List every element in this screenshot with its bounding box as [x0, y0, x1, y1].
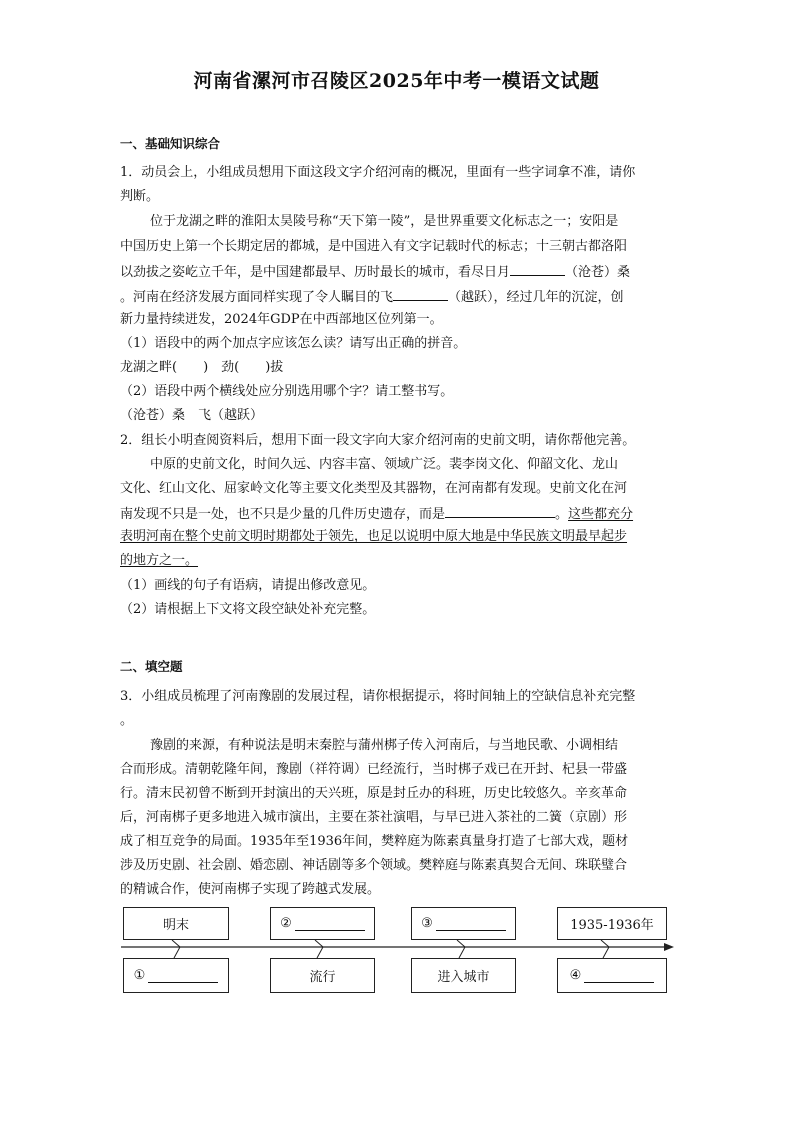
q1-passage-5: 新力量持续迸发，2024年GDP在中西部地区位列第一。 — [120, 312, 443, 327]
timeline-top-1: 明末 — [123, 907, 229, 940]
q2-passage-4: 表明河南在整个史前文明时期都处于领先，也足以说明中原大地是中华民族文明最早起步 — [120, 529, 628, 544]
q3-passage-4: 后，河南梆子更多地进入城市演出，主要在茶社演唱，与早已进入茶社的二簧（京剧）形 — [120, 810, 628, 825]
q1-sub-1: （1）语段中的两个加点字应该怎么读？请写出正确的拼音。 — [120, 336, 467, 351]
q3-passage-2: 合而形成。清朝乾隆年间，豫剧（祥符调）已经流行，当时梆子戏已在开封、杞县一带盛 — [120, 762, 628, 777]
timeline-bottom-4[interactable]: ④ — [557, 958, 667, 993]
q3-passage-7: 的精诚合作，使河南梆子实现了跨越式发展。 — [120, 882, 381, 897]
q2-sub-1: （1）画线的句子有语病，请提出修改意见。 — [120, 578, 376, 593]
q1-passage-1: 位于龙湖之畔的淮阳太昊陵号称“天下第一陵”，是世界重要文化标志之一；安阳是 — [150, 214, 619, 229]
timeline-top-3[interactable]: ③ — [411, 907, 516, 940]
timeline-bottom-3: 进入城市 — [411, 958, 516, 993]
q2-passage-2: 文化、红山文化、屈家岭文化等主要文化类型及其器物，在河南都有发现。史前文化在河 — [120, 481, 628, 496]
q1-passage-4a: 。河南在经济发展方面同样实现了令人瞩目的飞 — [120, 290, 394, 305]
timeline-bottom-1[interactable]: ① — [123, 958, 229, 993]
q3-line-1: 3．小组成员梳理了河南豫剧的发展过程，请你根据提示，将时间轴上的空缺信息补充完整 — [120, 689, 636, 704]
q2-underlined-start: 这些都充分 — [568, 507, 634, 522]
section-heading-1: 一、基础知识综合 — [120, 136, 221, 151]
q1-line-2: 判断。 — [120, 189, 160, 204]
q2-sub-2: （2）请根据上下文将文段空缺处补充完整。 — [120, 602, 376, 617]
timeline-top-4: 1935-1936年 — [557, 907, 667, 940]
q1-passage-2: 中国历史上第一个长期定居的都城，是中国进入有文字记载时代的标志；十三朝古都洛阳 — [120, 239, 628, 254]
q3-line-2: 。 — [120, 713, 134, 728]
timeline-arrowhead — [664, 943, 674, 951]
q3-passage-6: 涉及历史剧、社会剧、婚恋剧、神话剧等多个领域。樊粹庭与陈素真契合无间、珠联璧合 — [120, 858, 628, 873]
section-heading-2: 二、填空题 — [120, 659, 183, 674]
q2-passage-1: 中原的史前文化，时间久远、内容丰富、领域广泛。裴李岗文化、仰韶文化、龙山 — [150, 457, 619, 472]
q2-passage-5: 的地方之一。 — [120, 553, 199, 568]
q3-passage-1: 豫剧的来源，有种说法是明末秦腔与蒲州梆子传入河南后，与当地民歌、小调相结 — [150, 738, 619, 753]
q1-sub-2: （2）语段中两个横线处应分别选用哪个字？请工整书写。 — [120, 384, 454, 399]
q1-passage-3a: 以劲拔之姿屹立千年，是中国建都最早、历时最长的城市，看尽日月 — [120, 265, 511, 280]
q1-passage-4b: （越跃），经过几年的沉淀，创 — [448, 290, 624, 305]
q1-line-1: 1．动员会上，小组成员想用下面这段文字介绍河南的概况，里面有一些字词拿不准，请你 — [120, 165, 636, 180]
q2-line-1: 2．组长小明查阅资料后，想用下面一段文字向大家介绍河南的史前文明，请你帮他完善。 — [120, 433, 636, 448]
page-title: 河南省漯河市召陵区2025年中考一模语文试题 — [193, 70, 600, 92]
q1-sub-1-answer: 龙湖之畔( ) 劲( )拔 — [120, 360, 284, 375]
timeline-top-2[interactable]: ② — [270, 907, 375, 940]
timeline-bottom-2: 流行 — [270, 958, 375, 993]
q3-passage-5: 成了相互竞争的局面。1935年至1936年间，樊粹庭为陈素真量身打造了七部大戏，题材 — [120, 834, 629, 849]
q1-sub-2-answer: （沧苍）桑 飞（越跃） — [120, 408, 264, 423]
q3-passage-3: 行。清末民初曾不断到开封演出的天兴班，原是封丘办的科班，历史比较悠久。辛亥革命 — [120, 786, 628, 801]
q2-passage-3a: 南发现不只是一处，也不只是少量的几件历史遗存，而是 — [120, 507, 446, 522]
q2-passage-3b: 。 — [555, 507, 569, 522]
q1-passage-3b: （沧苍）桑 — [565, 265, 631, 280]
